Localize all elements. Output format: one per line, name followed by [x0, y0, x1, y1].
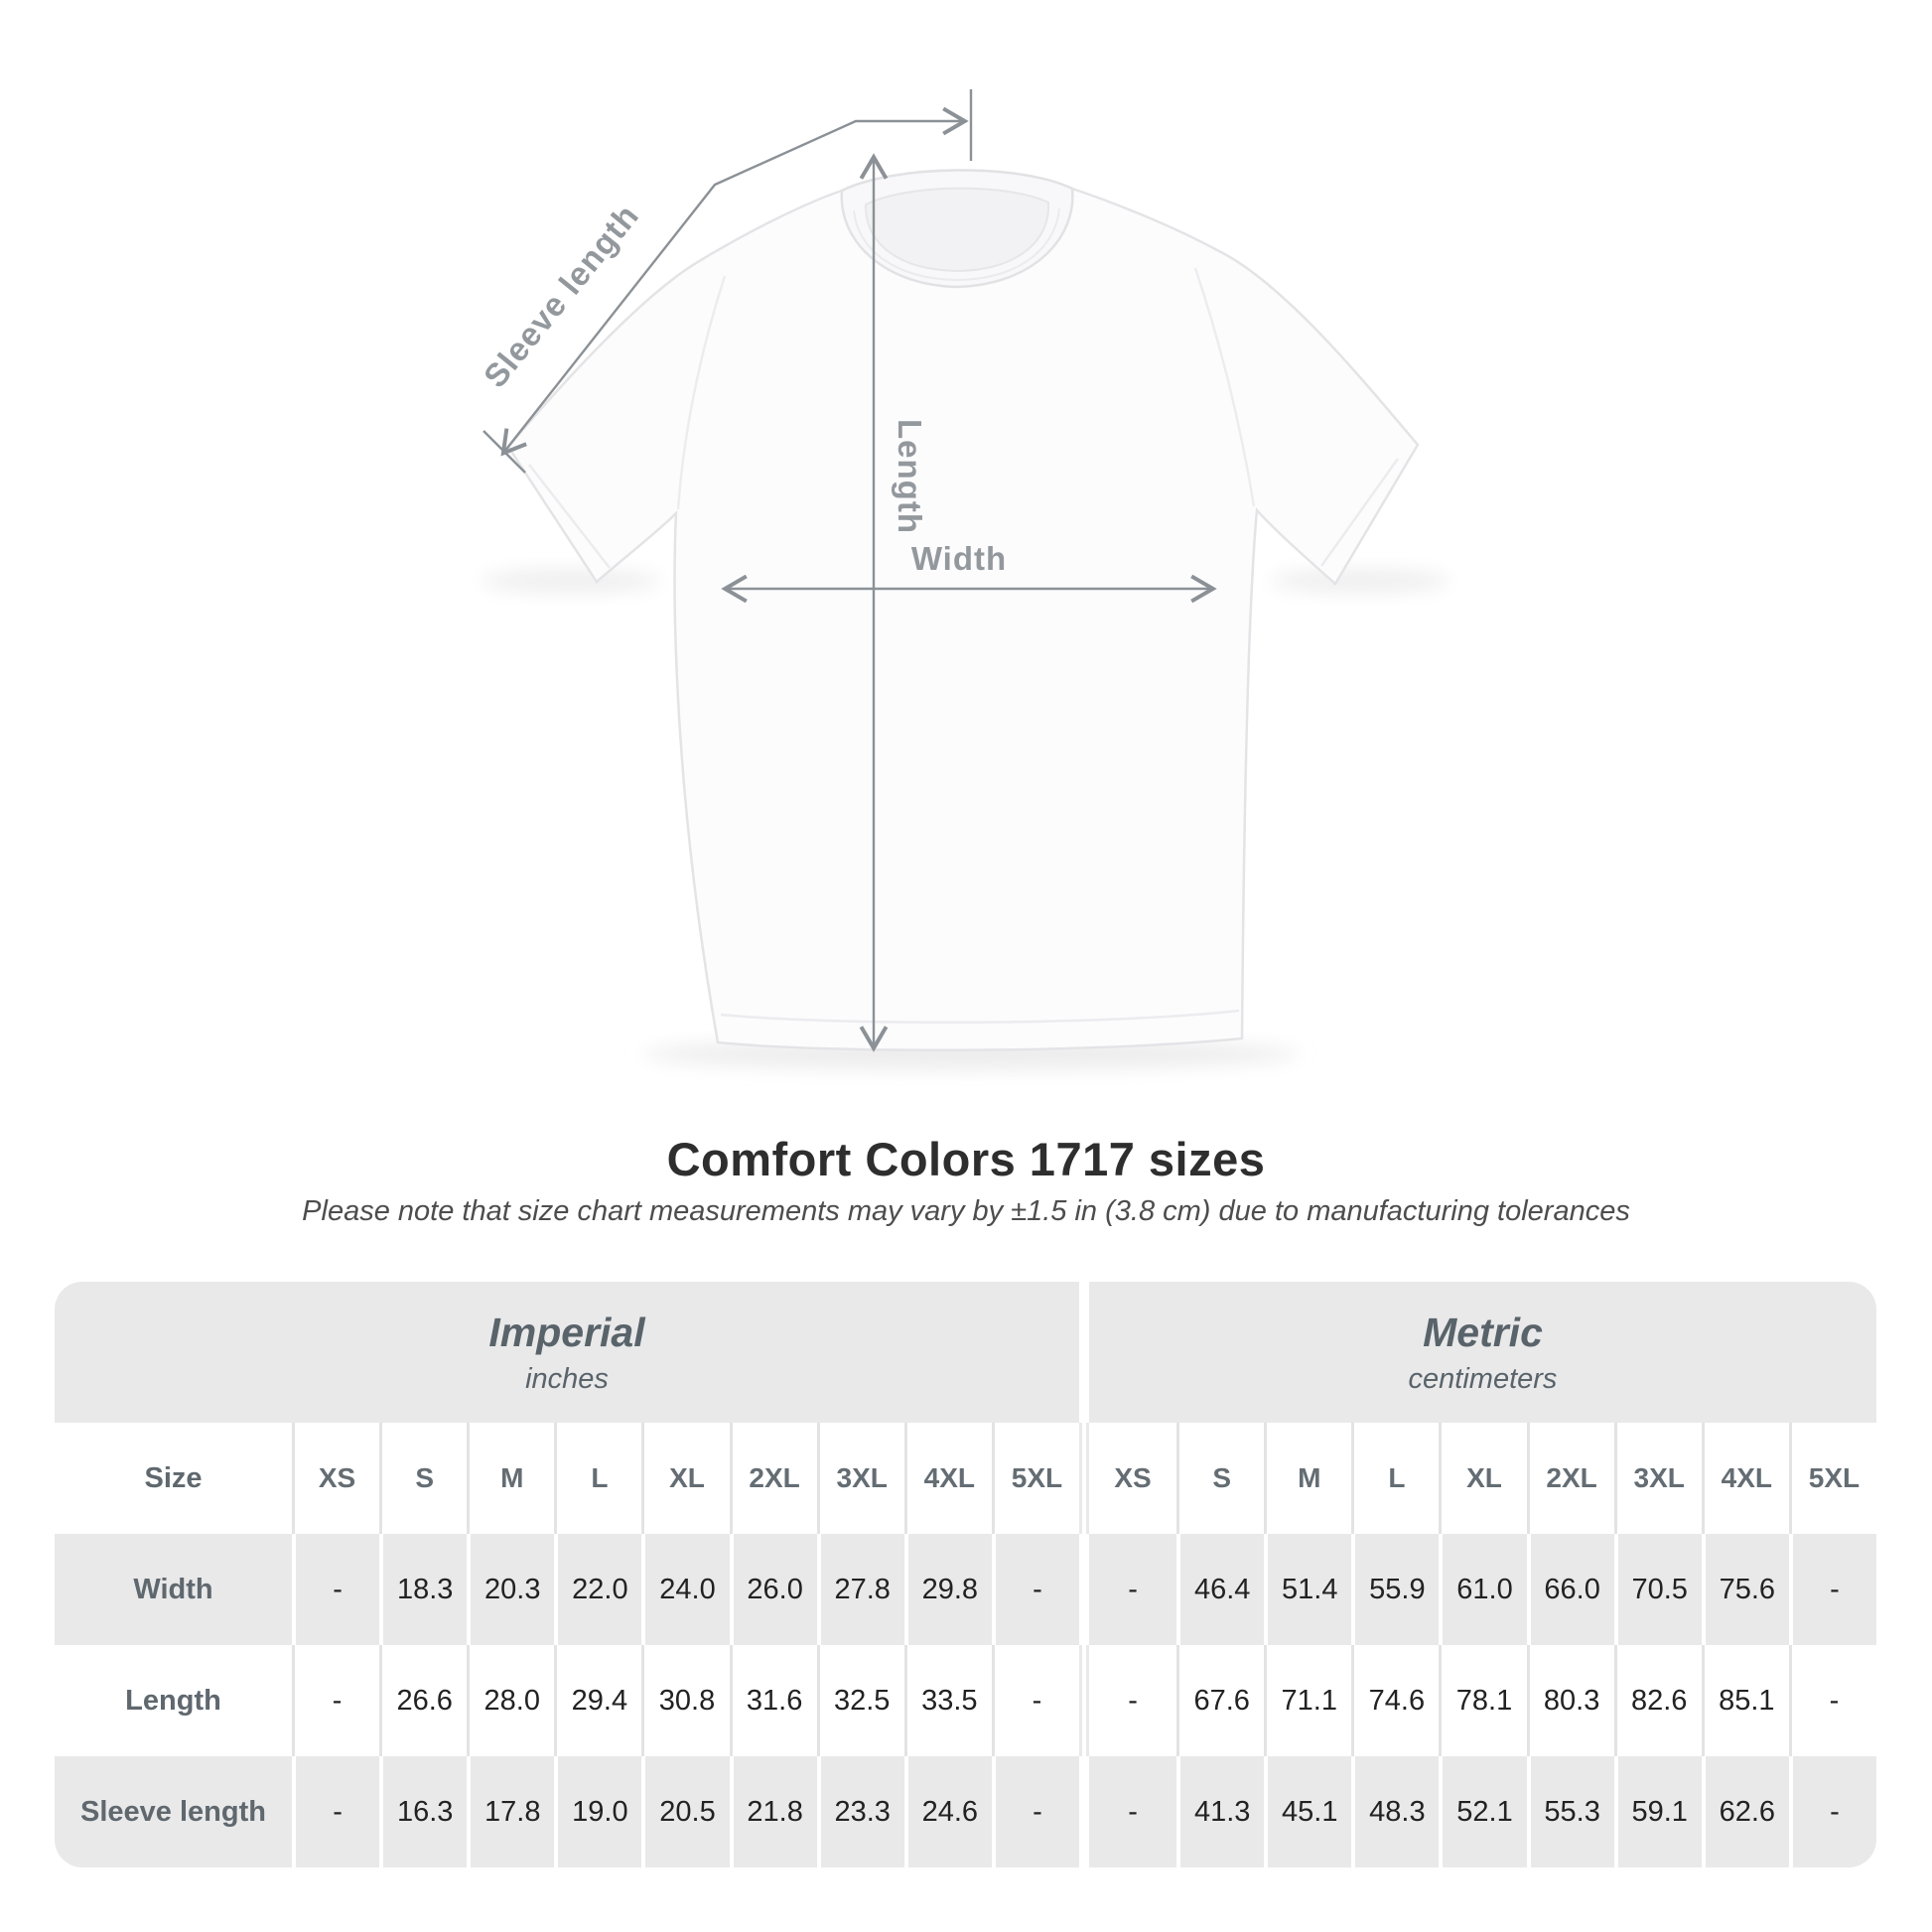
table-cell: 23.3	[817, 1756, 904, 1867]
size-header-cell: 5XL	[992, 1423, 1079, 1534]
metric-group-header	[1089, 1282, 1876, 1423]
row-label: Length	[125, 1684, 221, 1717]
metric-group-unit: centimeters	[1408, 1362, 1558, 1395]
group-spacer	[1079, 1756, 1089, 1867]
size-header-cell: M	[1264, 1423, 1351, 1534]
table-cell: 33.5	[904, 1645, 992, 1756]
table-cell: 82.6	[1614, 1645, 1702, 1756]
table-cell: -	[1789, 1645, 1876, 1756]
table-cell: 70.5	[1614, 1534, 1702, 1645]
size-header-cell: 2XL	[730, 1423, 817, 1534]
unit-group-header-row	[55, 1282, 1876, 1423]
size-header-cell: 4XL	[904, 1423, 992, 1534]
table-cell: 45.1	[1264, 1756, 1351, 1867]
table-cell: 24.0	[641, 1534, 729, 1645]
size-header-cell: 3XL	[817, 1423, 904, 1534]
table-cell: 52.1	[1439, 1756, 1526, 1867]
table-cell: 22.0	[554, 1534, 641, 1645]
table-cell: 27.8	[817, 1534, 904, 1645]
sleeve-shadow-left	[482, 569, 660, 593]
table-cell: 55.9	[1351, 1534, 1439, 1645]
size-header-cell: XL	[641, 1423, 729, 1534]
size-column-header: Size	[144, 1461, 203, 1494]
table-cell: 67.6	[1176, 1645, 1264, 1756]
page-title: Comfort Colors 1717 sizes	[666, 1133, 1266, 1185]
table-cell: -	[292, 1756, 379, 1867]
table-cell: 61.0	[1439, 1534, 1526, 1645]
group-spacer	[1079, 1645, 1089, 1756]
group-spacer	[1079, 1534, 1089, 1645]
table-row-width	[55, 1534, 1876, 1645]
table-cell: 29.4	[554, 1645, 641, 1756]
table-cell: 31.6	[730, 1645, 817, 1756]
size-header-cell: XL	[1439, 1423, 1526, 1534]
group-spacer	[1079, 1423, 1089, 1534]
table-cell: -	[1128, 1684, 1138, 1717]
table-cell: 21.8	[730, 1756, 817, 1867]
table-cell: 32.5	[817, 1645, 904, 1756]
table-cell: 66.0	[1527, 1534, 1614, 1645]
size-header-cell: 5XL	[1789, 1423, 1876, 1534]
size-header-cell: XS	[1114, 1462, 1152, 1493]
table-cell: -	[1089, 1534, 1176, 1645]
size-header-cell: S	[379, 1423, 467, 1534]
table-cell: 59.1	[1614, 1756, 1702, 1867]
size-header-cell: S	[1176, 1423, 1264, 1534]
table-cell: 20.3	[467, 1534, 554, 1645]
size-header-cell: L	[554, 1423, 641, 1534]
table-cell: 28.0	[467, 1645, 554, 1756]
size-chart-table	[55, 1282, 1876, 1867]
table-cell: 75.6	[1702, 1534, 1789, 1645]
row-label: Sleeve length	[55, 1756, 292, 1867]
table-cell: 48.3	[1351, 1756, 1439, 1867]
imperial-group-header	[55, 1282, 1079, 1423]
table-cell: 18.3	[379, 1534, 467, 1645]
size-header-cell: 2XL	[1527, 1423, 1614, 1534]
table-cell: 26.6	[379, 1645, 467, 1756]
imperial-group-unit: inches	[525, 1362, 609, 1395]
table-cell: -	[292, 1534, 379, 1645]
table-cell: -	[992, 1645, 1079, 1756]
table-cell: 55.3	[1527, 1756, 1614, 1867]
imperial-group-name: Imperial	[488, 1309, 645, 1355]
table-cell: -	[992, 1756, 1079, 1867]
table-row-sleeve-length	[55, 1756, 1876, 1867]
table-cell: 78.1	[1439, 1645, 1526, 1756]
table-cell: 20.5	[641, 1756, 729, 1867]
table-cell: 29.8	[904, 1534, 992, 1645]
size-header-row	[55, 1423, 1876, 1534]
tshirt-body	[508, 170, 1418, 1049]
table-cell: -	[1789, 1756, 1876, 1867]
size-header-cell: L	[1351, 1423, 1439, 1534]
table-cell: 85.1	[1702, 1645, 1789, 1756]
table-cell: 71.1	[1264, 1645, 1351, 1756]
table-cell: -	[1789, 1534, 1876, 1645]
sleeve-length-label: Sleeve length	[476, 197, 646, 395]
metric-group-name: Metric	[1423, 1309, 1543, 1355]
table-cell: 51.4	[1264, 1534, 1351, 1645]
table-cell: -	[292, 1645, 379, 1756]
size-header-cell: XS	[292, 1423, 379, 1534]
table-cell: 16.3	[379, 1756, 467, 1867]
row-label: Width	[55, 1534, 292, 1645]
table-cell: 26.0	[730, 1534, 817, 1645]
length-label: Length	[892, 419, 928, 534]
table-cell: 30.8	[641, 1645, 729, 1756]
table-cell: 46.4	[1176, 1534, 1264, 1645]
table-cell: 80.3	[1527, 1645, 1614, 1756]
table-cell: 19.0	[554, 1756, 641, 1867]
sleeve-shadow-right	[1271, 569, 1449, 593]
table-cell: 24.6	[904, 1756, 992, 1867]
size-header-cell: 4XL	[1702, 1423, 1789, 1534]
page-subtitle: Please note that size chart measurements may vary by ±1.5 in (3.8 cm) due to manufacturing tolerances	[302, 1195, 1630, 1227]
table-cell: 17.8	[467, 1756, 554, 1867]
table-cell: 74.6	[1351, 1645, 1439, 1756]
size-header-cell: 3XL	[1614, 1423, 1702, 1534]
table-row-length	[55, 1645, 1876, 1756]
table-cell: -	[992, 1534, 1079, 1645]
width-label: Width	[910, 540, 1008, 577]
size-header-cell: M	[467, 1423, 554, 1534]
table-cell: 41.3	[1176, 1756, 1264, 1867]
table-cell: 62.6	[1702, 1756, 1789, 1867]
table-cell: -	[1089, 1756, 1176, 1867]
